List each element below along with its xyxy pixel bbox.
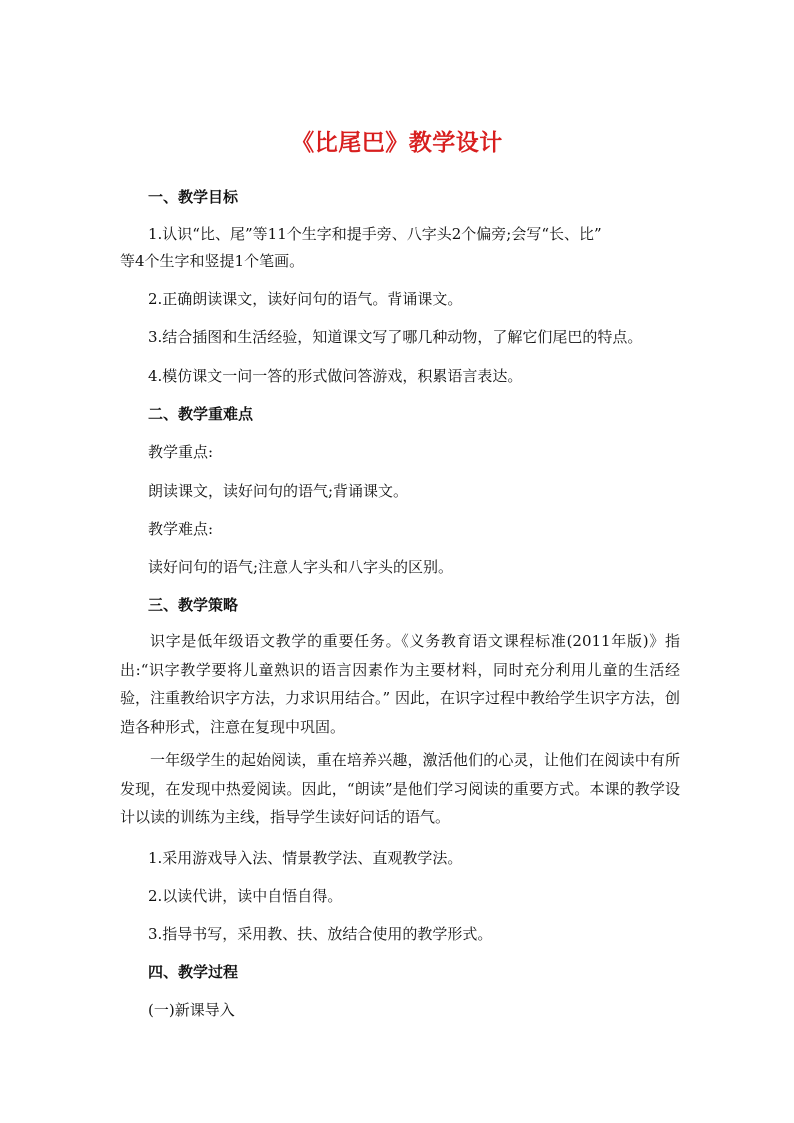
difficulty-label: 教学难点:: [148, 520, 214, 538]
focus-label: 教学重点:: [148, 443, 214, 461]
section-heading-strategy: 三、教学策略: [148, 596, 239, 614]
strategy-method-3: 3.指导书写，采用教、扶、放结合使用的教学形式。: [148, 925, 493, 943]
strategy-method-2: 2.以读代讲，读中自悟自得。: [148, 887, 343, 905]
process-step-1: (一)新课导入: [148, 1001, 235, 1019]
strategy-paragraph-2: 一年级学生的起始阅读，重在培养兴趣，激活他们的心灵，让他们在阅读中有所发现，在发现中热爱阅读。因此，“朗读”是他们学习阅读的重要方式。本课的教学设计以读的训练为主线，指导学生读好问话的语气。: [120, 751, 680, 827]
goal-item-1-line-1: 1.认识“比、尾”等11个生字和提手旁、八字头2个偏旁;会写“长、比”: [148, 225, 602, 243]
goal-item-4: 4.模仿课文一问一答的形式做问答游戏，积累语言表达。: [148, 367, 523, 385]
goal-item-1-line-2: 等4个生字和竖提1个笔画。: [120, 252, 305, 270]
strategy-method-1: 1.采用游戏导入法、情景教学法、直观教学法。: [148, 849, 463, 867]
difficulty-text: 读好问句的语气;注意人字头和八字头的区别。: [148, 558, 454, 576]
section-heading-goals: 一、教学目标: [148, 188, 239, 206]
section-heading-key-points: 二、教学重难点: [148, 405, 254, 423]
goal-item-3: 3.结合插图和生活经验，知道课文写了哪几种动物，了解它们尾巴的特点。: [148, 328, 643, 346]
goal-item-2: 2.正确朗读课文，读好问句的语气。背诵课文。: [148, 290, 463, 308]
focus-text: 朗读课文，读好问句的语气;背诵课文。: [148, 482, 409, 500]
strategy-paragraph-1: 识字是低年级语文教学的重要任务。《义务教育语文课程标准(2011年版)》指出:“识字教学要将儿童熟识的语言因素作为主要材料，同时充分利用儿童的生活经验，注重教给识字方法，力求识用结合。” 因此，在识字过程中教给学生识字方法，创造各种形式，注意在复现中巩固。: [120, 632, 680, 737]
section-heading-process: 四、教学过程: [148, 963, 239, 981]
document-title: 《比尾巴》教学设计: [291, 130, 503, 156]
